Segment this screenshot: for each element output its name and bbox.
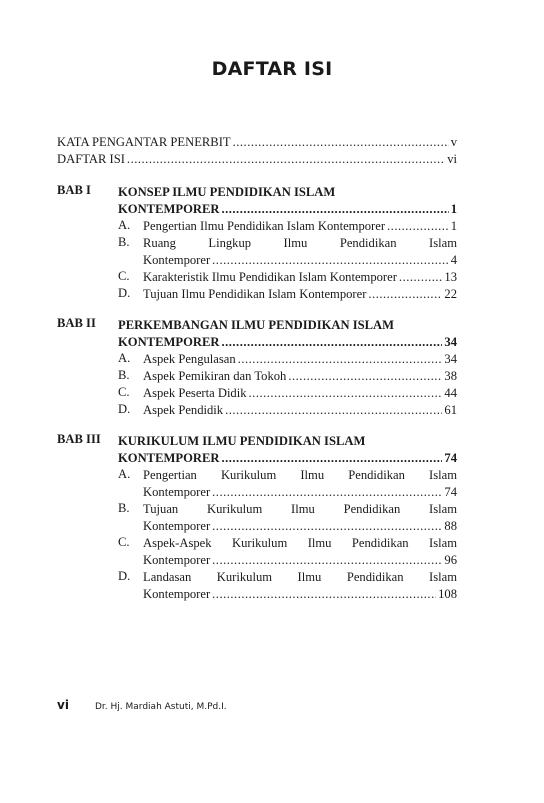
page-footer bbox=[57, 698, 227, 712]
section-item[interactable] bbox=[118, 402, 457, 419]
section-title: Landasan Kurikulum Ilmu Pendidikan Islam bbox=[143, 570, 457, 584]
section-title: Tujuan Ilmu Pendidikan Islam Kontemporer bbox=[143, 287, 367, 301]
dot-leader bbox=[368, 286, 442, 303]
chapter-title: KURIKULUM ILMU PENDIDIKAN ISLAM bbox=[118, 434, 366, 448]
section-title-cont: Kontemporer bbox=[143, 553, 211, 567]
chapter-title: PERKEMBANGAN ILMU PENDIDIKAN ISLAM bbox=[118, 318, 395, 332]
section-page: 96 bbox=[444, 553, 457, 567]
section-item[interactable] bbox=[118, 501, 457, 535]
section-item[interactable] bbox=[118, 467, 457, 501]
chapter-number: BAB I bbox=[57, 183, 91, 197]
section-title-cont: Kontemporer bbox=[143, 519, 211, 533]
footer-page-number: vi bbox=[57, 698, 69, 712]
chapter-number: BAB III bbox=[57, 432, 101, 446]
section-item[interactable] bbox=[118, 368, 457, 385]
chapter-page: 34 bbox=[444, 335, 457, 349]
chapter-page: 74 bbox=[444, 451, 457, 465]
chapter-title-cont: KONTEMPORER bbox=[118, 451, 220, 465]
section-letter: B. bbox=[118, 368, 130, 382]
page-title: DAFTAR ISI bbox=[211, 58, 333, 80]
chapter-title-cont: KONTEMPORER bbox=[118, 335, 220, 349]
section-page: 61 bbox=[444, 403, 457, 417]
toc-entry-daftar-isi[interactable] bbox=[57, 151, 457, 168]
section-item[interactable] bbox=[118, 218, 457, 235]
section-title: Aspek Peserta Didik bbox=[143, 386, 247, 400]
section-page: 1 bbox=[450, 219, 457, 233]
dot-leader bbox=[212, 518, 442, 535]
section-title-cont: Kontemporer bbox=[143, 253, 211, 267]
section-page: 88 bbox=[444, 519, 457, 533]
section-title-cont: Kontemporer bbox=[143, 587, 211, 601]
section-page: 4 bbox=[450, 253, 457, 267]
section-letter: A. bbox=[118, 467, 131, 481]
section-item[interactable] bbox=[118, 385, 457, 402]
chapter-bab-1 bbox=[57, 183, 457, 303]
chapter-title-entry[interactable] bbox=[118, 201, 457, 218]
section-page: 108 bbox=[438, 587, 457, 601]
section-item[interactable] bbox=[118, 286, 457, 303]
chapter-title-entry[interactable] bbox=[118, 334, 457, 351]
section-letter: C. bbox=[118, 269, 130, 283]
section-letter: D. bbox=[118, 569, 131, 583]
section-letter: B. bbox=[118, 501, 130, 515]
table-of-contents bbox=[57, 134, 457, 603]
section-page: 44 bbox=[444, 386, 457, 400]
dot-leader bbox=[127, 151, 445, 168]
chapter-bab-3 bbox=[57, 432, 457, 603]
dot-leader bbox=[212, 586, 436, 603]
section-page: 38 bbox=[444, 369, 457, 383]
dot-leader bbox=[221, 450, 442, 467]
section-letter: B. bbox=[118, 235, 130, 249]
dot-leader bbox=[288, 368, 442, 385]
section-title: Pengertian Kurikulum Ilmu Pendidikan Islam bbox=[143, 468, 457, 482]
dot-leader bbox=[212, 552, 442, 569]
chapter-title-cont: KONTEMPORER bbox=[118, 202, 220, 216]
chapter-title: KONSEP ILMU PENDIDIKAN ISLAM bbox=[118, 185, 336, 199]
section-item[interactable] bbox=[118, 269, 457, 286]
dot-leader bbox=[399, 269, 442, 286]
dot-leader bbox=[233, 134, 449, 151]
chapter-title-entry[interactable] bbox=[118, 450, 457, 467]
section-letter: D. bbox=[118, 286, 131, 300]
section-page: 22 bbox=[444, 287, 457, 301]
dot-leader bbox=[221, 201, 448, 218]
section-letter: C. bbox=[118, 535, 130, 549]
section-page: 34 bbox=[444, 352, 457, 366]
section-letter: D. bbox=[118, 402, 131, 416]
section-title: Karakteristik Ilmu Pendidikan Islam Kontemporer bbox=[143, 270, 397, 284]
toc-entry-page: v bbox=[450, 135, 457, 149]
dot-leader bbox=[387, 218, 449, 235]
section-item[interactable] bbox=[118, 535, 457, 569]
dot-leader bbox=[212, 252, 449, 269]
section-page: 13 bbox=[444, 270, 457, 284]
dot-leader bbox=[221, 334, 442, 351]
section-item[interactable] bbox=[118, 351, 457, 368]
dot-leader bbox=[212, 484, 442, 501]
section-title: Pengertian Ilmu Pendidikan Islam Kontemporer bbox=[143, 219, 386, 233]
section-title: Aspek Pengulasan bbox=[143, 352, 236, 366]
footer-author: Dr. Hj. Mardiah Astuti, M.Pd.I. bbox=[95, 702, 227, 712]
section-letter: A. bbox=[118, 351, 131, 365]
toc-entry-page: vi bbox=[447, 152, 457, 166]
dot-leader bbox=[249, 385, 443, 402]
section-item[interactable] bbox=[118, 569, 457, 603]
toc-entry-label: KATA PENGANTAR PENERBIT bbox=[57, 135, 231, 149]
chapter-number: BAB II bbox=[57, 316, 96, 330]
chapter-bab-2 bbox=[57, 316, 457, 419]
section-title: Ruang Lingkup Ilmu Pendidikan Islam bbox=[143, 236, 457, 250]
section-page: 74 bbox=[444, 485, 457, 499]
section-title: Aspek Pendidik bbox=[143, 403, 224, 417]
chapter-page: 1 bbox=[450, 202, 457, 216]
section-letter: C. bbox=[118, 385, 130, 399]
toc-entry-kata-pengantar[interactable] bbox=[57, 134, 457, 151]
toc-entry-label: DAFTAR ISI bbox=[57, 152, 125, 166]
section-title-cont: Kontemporer bbox=[143, 485, 211, 499]
dot-leader bbox=[225, 402, 442, 419]
section-title: Aspek-Aspek Kurikulum Ilmu Pendidikan Islam bbox=[143, 536, 457, 550]
section-letter: A. bbox=[118, 218, 131, 232]
section-title: Aspek Pemikiran dan Tokoh bbox=[143, 369, 287, 383]
section-title: Tujuan Kurikulum Ilmu Pendidikan Islam bbox=[143, 502, 457, 516]
section-item[interactable] bbox=[118, 235, 457, 269]
dot-leader bbox=[238, 351, 443, 368]
